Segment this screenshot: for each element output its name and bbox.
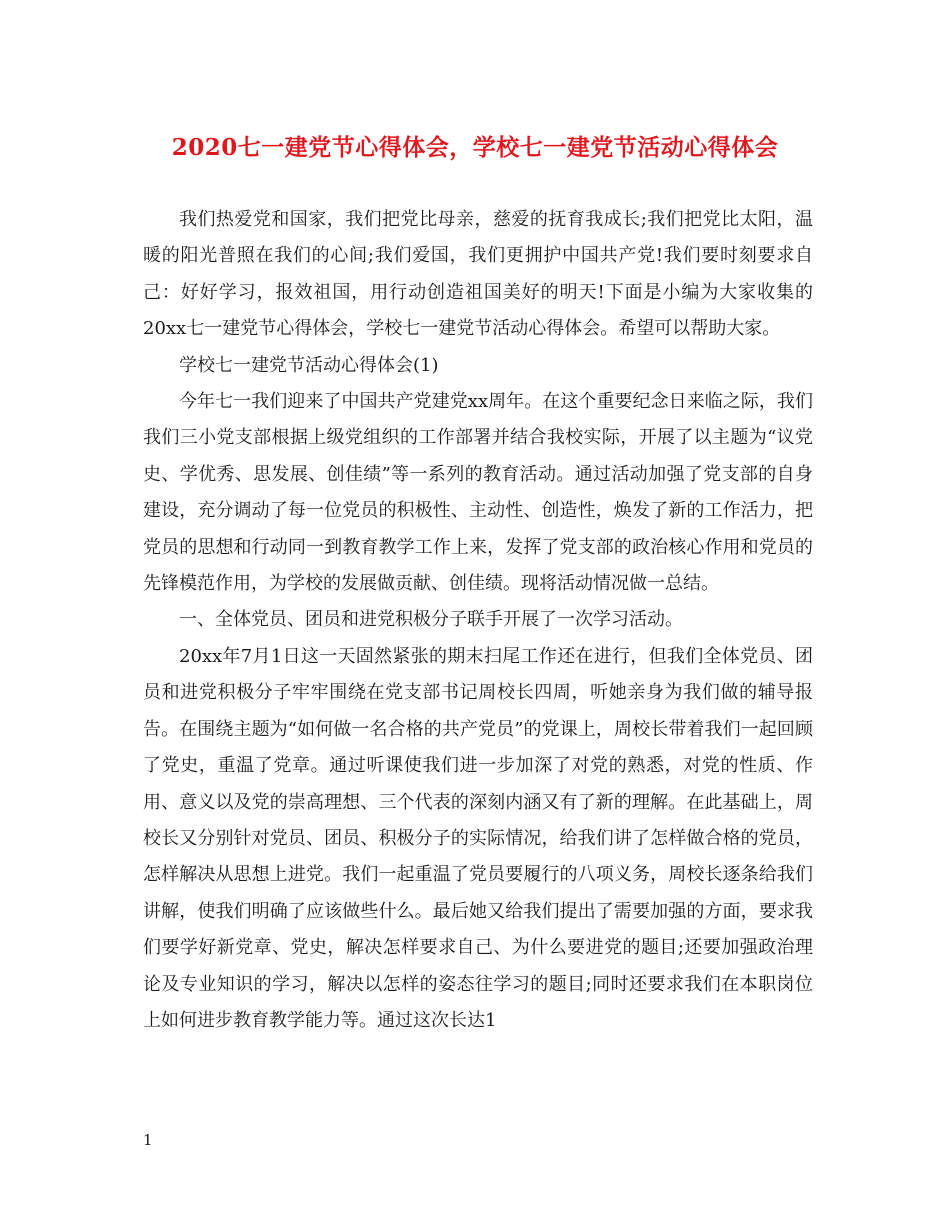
subsection-heading: 一、全体党员、团员和进党积极分子联手开展了一次学习活动。 [179, 609, 683, 631]
document-body [143, 202, 813, 1039]
body-paragraph: 20xx年7月1日这一天固然紧张的期末扫尾工作还在进行，但我们全体党员、团员和进党积极分子牢牢围绕在党支部书记周校长四周，听她亲身为我们做的辅导报告。在围绕主题为“如何做一名合格的共产党员”的党课上，周校长带着我们一起回顾了党史，重温了党章。通过听课使我们进一步加深了对党的熟悉，对党的性质、作用、意义以及党的崇高理想、三个代表的深刻内涵又有了新的理解。在此基础上，周校长又分别针对党员、团员、积极分子的实际情况，给我们讲了怎样做合格的党员，怎样解决从思想上进党。我们一起重温了党员要履行的八项义务，周校长逐条给我们讲解，使我们明确了应该做些什么。最后她又给我们提出了需要加强的方面，要求我们要学好新党章、党史，解决怎样要求自己、为什么要进党的题目;还要加强政治理论及专业知识的学习，解决以怎样的姿态往学习的题目;同时还要求我们在本职岗位上如何进步教育教学能力等。通过这次长达1 [143, 645, 813, 1031]
document-title: 2020七一建党节心得体会，学校七一建党节活动心得体会 [171, 134, 779, 161]
page-number: 1 [143, 1131, 153, 1149]
intro-paragraph: 我们热爱党和国家，我们把党比母亲，慈爱的抚育我成长;我们把党比太阳，温暖的阳光普照在我们的心间;我们爱国，我们更拥护中国共产党!我们要时刻要求自己：好好学习，报效祖国，用行动创造祖国美好的明天!下面是小编为大家收集的20xx七一建党节心得体会，学校七一建党节活动心得体会。希望可以帮助大家。 [143, 209, 813, 340]
section-heading: 学校七一建党节活动心得体会(1) [179, 354, 439, 376]
body-paragraph: 今年七一我们迎来了中国共产党建党xx周年。在这个重要纪念日来临之际，我们我们三小党支部根据上级党组织的工作部署并结合我校实际，开展了以主题为“议党史、学优秀、思发展、创佳绩”等一系列的教育活动。通过活动加强了党支部的自身建设，充分调动了每一位党员的积极性、主动性、创造性，焕发了新的工作活力，把党员的思想和行动同一到教育教学工作上来，发挥了党支部的政治核心作用和党员的先锋模范作用，为学校的发展做贡献、创佳绩。现将活动情况做一总结。 [143, 391, 813, 595]
